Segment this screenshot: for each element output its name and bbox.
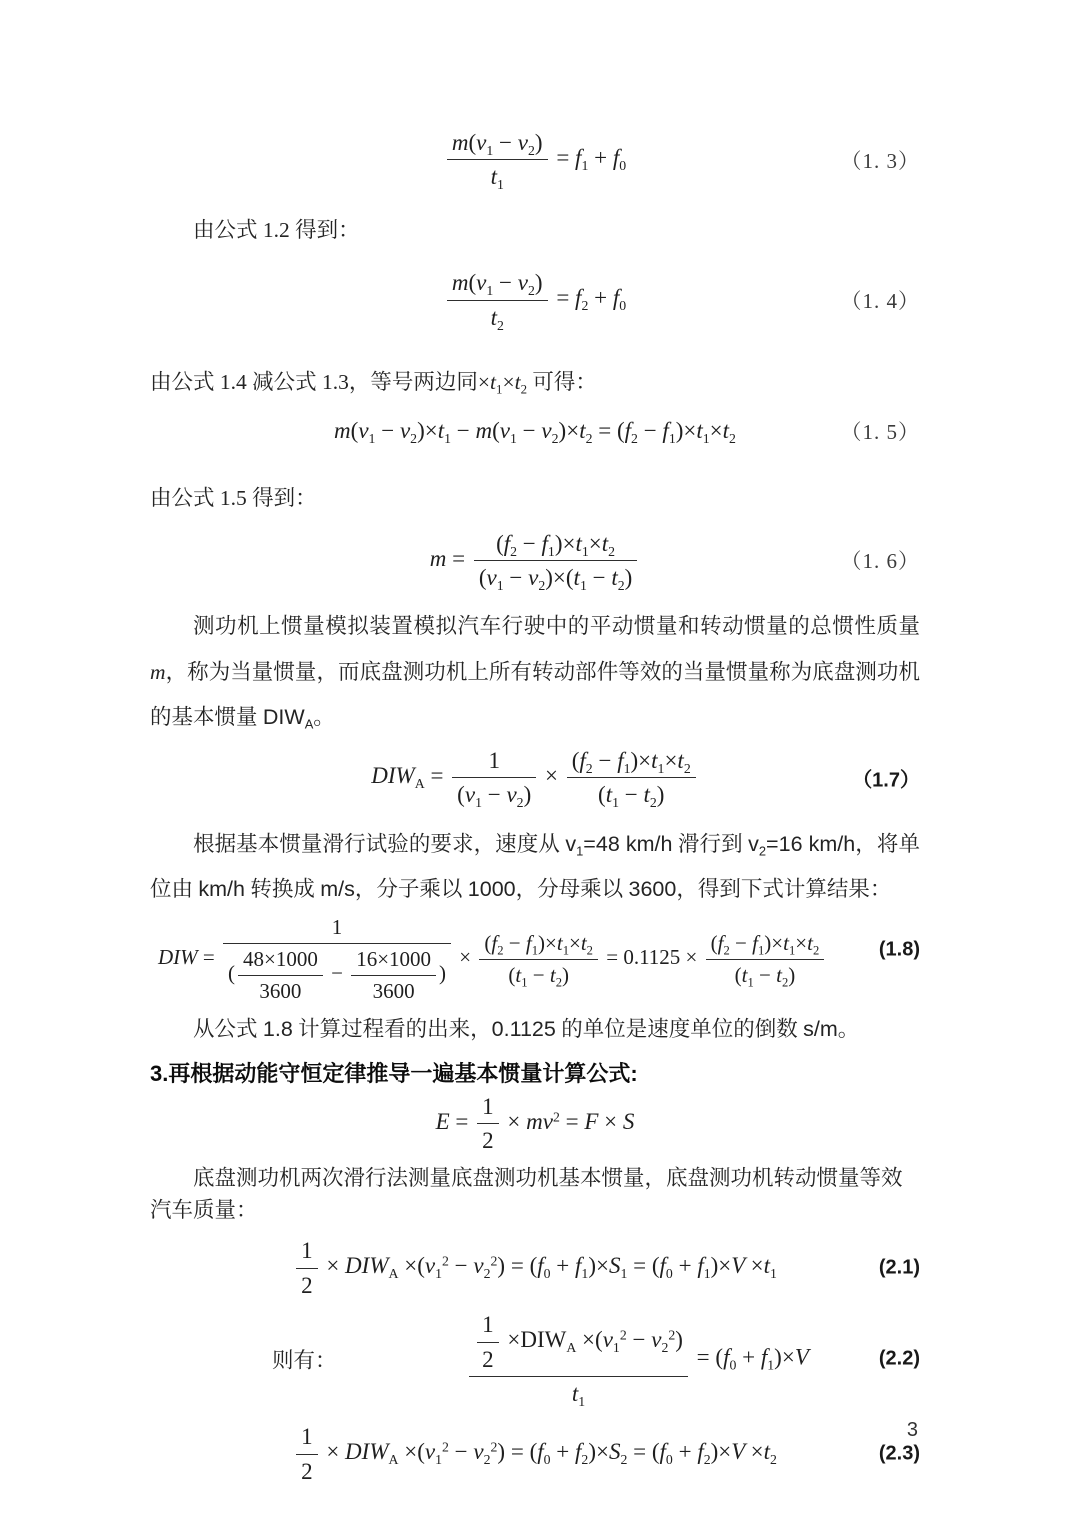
equation-label-1-7: （1.7） <box>852 769 920 792</box>
equation-1-8-math: DIW = 1 ( $\frac{48\times 1000}{3600}$ − $\frac{16\times 1000}{3600}$ ) × $\frac{(f_2 - f_1)\times t_1\times t_2}{(t_1 - t_2)}$ = 0.1125 × $\frac{(f_2 - f_1)\times t_1\times t_2}{(t_1 - t_2)}$ <box>158 914 827 1005</box>
text-segment: ，得到下式计算结果： <box>676 876 892 901</box>
then-have-label: 则有： <box>272 1348 337 1373</box>
text-segment: ，分子乘以 <box>354 876 468 901</box>
equation-label-1-8: (1.8) <box>878 938 920 961</box>
equation-label-1-3: （1. 3） <box>840 148 920 173</box>
equation-label-2-3: (2.3) <box>878 1442 920 1465</box>
paragraph-coastdown-speed <box>150 822 920 912</box>
equation-label-1-4: （1. 4） <box>840 289 920 314</box>
text-segment: 从公式 <box>193 1016 263 1041</box>
equation-label-1-6: （1. 6） <box>840 549 920 574</box>
paragraph-from-formula-1-5: 由公式 1.5 得到： <box>150 486 317 511</box>
latin-segment: 1000 <box>467 876 516 901</box>
text-segment: 测功机上惯量模拟装置模拟汽车行驶中的平动惯量和转动惯量的总惯性质量 <box>193 614 920 639</box>
equation-1-6-math: m = $\frac{(f_2 - f_1)\times t_1\times t_2}{(v_1 - v_2)\times(t_1 - t_2)}$ <box>430 529 641 593</box>
equation-label-1-5: （1. 5） <box>840 420 920 445</box>
equation-label-2-2: (2.2) <box>878 1347 920 1370</box>
text-segment: 计算过程看的出来， <box>292 1016 492 1041</box>
latin-segment: 0.1125 <box>491 1016 556 1041</box>
equation-2-3-math: $\frac{1}{2}$ × $DIW_A \times(v_1^2 - v_2^2) = (f_0 + f_2)\times S_2 = (f_0 + f_2)\times V \times t_2$ <box>293 1422 777 1486</box>
paragraph-chassis-dyno: 底盘测功机两次滑行法测量底盘测功机基本惯量，底盘测功机转动惯量等效汽车质量： <box>150 1165 903 1222</box>
page-number: 3 <box>906 1419 918 1441</box>
paragraph-subtract-formulas <box>150 366 920 398</box>
equation-1-5 <box>150 414 920 448</box>
text-segment: 。 <box>313 704 335 729</box>
text-segment: × <box>502 370 515 394</box>
text-segment: 可得： <box>527 370 597 394</box>
equation-1-8 <box>150 914 920 1005</box>
text-segment: 的单位是速度单位的倒数 <box>555 1016 804 1041</box>
math-segment: $t_1$ <box>490 370 503 397</box>
equation-1-5-math: $m(v_1 - v_2)\times t_1 - m(v_1 - v_2)\times t_2 = (f_2 - f_1)\times t_1\times t_2$ <box>334 418 736 447</box>
latin-segment: km/h <box>198 876 245 901</box>
math-segment: $t_2$ <box>514 370 528 397</box>
equation-label-2-1: (2.1) <box>878 1256 920 1279</box>
paragraph-equivalent-inertia <box>150 604 920 739</box>
paragraph-from-formula-1-2: 由公式 1.2 得到： <box>193 217 360 242</box>
math-segment: $v_2=16$ km/h <box>748 831 856 859</box>
equation-kinetic-energy <box>150 1092 920 1156</box>
equation-1-7-math: $DIW_A$ = $\frac{1}{(v_1 - v_2)}$ × $\frac{(f_2 - f_1)\times t_1\times t_2}{(t_1 - t_2)}$ <box>371 746 698 810</box>
latin-segment: 1.8 <box>262 1016 293 1041</box>
text-segment: 。 <box>837 1016 860 1041</box>
text-segment: 滑行到 <box>672 831 749 856</box>
text-segment: ，称为当量惯量，而底盘测功机上所有转动部件等效的当量惯量称为底盘测功机的基本惯量 <box>150 659 920 729</box>
paragraph-unit-explanation <box>150 1013 920 1045</box>
latin-segment: m/s <box>320 876 355 901</box>
latin-segment: s/m <box>803 1016 838 1041</box>
text-segment: 根据基本惯量滑行试验的要求，速度从 <box>193 831 566 856</box>
equation-2-1-math: $\frac{1}{2}$ × $DIW_A \times(v_1^2 - v_2^2) = (f_0 + f_1)\times S_1 = (f_0 + f_1)\times V \times t_1$ <box>293 1236 777 1300</box>
math-segment: m <box>150 659 166 684</box>
math-segment: $v_1=48$ km/h <box>565 831 673 859</box>
equation-1-7 <box>150 746 920 810</box>
equation-kinetic-energy-math: E = $\frac{1}{2}$ × $mv^2 = F \times S$ <box>435 1093 635 1154</box>
equation-1-6 <box>150 529 920 593</box>
text-segment: ，将单位由 <box>150 831 920 901</box>
text-segment: 转换成 <box>244 876 321 901</box>
equation-1-4 <box>150 268 920 332</box>
equation-1-3-math: $\frac{m(v_1 - v_2)}{t_1}$ = $f_1 + f_0$ <box>444 128 626 192</box>
equation-1-3 <box>150 128 920 192</box>
equation-2-3 <box>150 1422 920 1486</box>
section-heading-3: 3.再根据动能守恒定律推导一遍基本惯量计算公式: <box>150 1060 638 1086</box>
equation-1-4-math: $\frac{m(v_1 - v_2)}{t_2}$ = $f_2 + f_0$ <box>444 268 626 332</box>
text-segment: ，分母乘以 <box>515 876 629 901</box>
equation-2-1 <box>150 1236 920 1300</box>
equation-2-2 <box>150 1310 920 1408</box>
latin-segment: 3600 <box>628 876 677 901</box>
text-segment: 由公式 1.4 减公式 1.3，等号两边同× <box>150 370 491 394</box>
math-segment: $DIW_A$ <box>262 704 314 732</box>
equation-2-2-math: $\frac{1}{2}$ $\times DIW_A \times(v_1^2 - v_2^2)$ $t_1$ = $(f_0 + f_1)\times V$ <box>466 1310 809 1408</box>
